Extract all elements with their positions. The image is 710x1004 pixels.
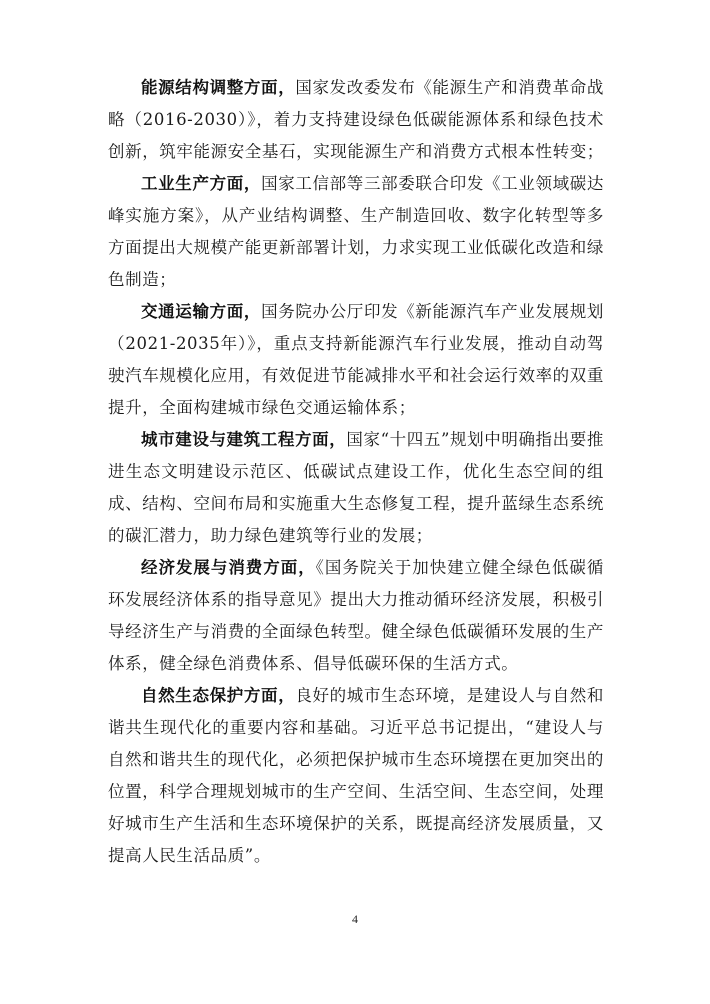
paragraph-text: 国家工信部等三部委联合印发《工业领域碳达峰实施方案》，从产业结构调整、生产制造回收、数字化转型等多方面提出大规模产能更新部署计划，力求实现工业低碳化改造和绿色制造； bbox=[108, 174, 605, 289]
paragraph-heading: 经济发展与消费方面， bbox=[141, 558, 316, 577]
paragraph-text: 《国务院关于加快建立健全绿色低碳循环发展经济体系的指导意见》提出大力推动循环经济发展，积极引导经济生产与消费的全面绿色转型。健全绿色低碳循环发展的生产体系，健全绿色消费体系、倡导低碳环保的生活方式。 bbox=[108, 558, 604, 673]
paragraph-transportation bbox=[108, 296, 604, 424]
paragraph-heading: 工业生产方面， bbox=[141, 174, 262, 193]
paragraph-text: 国家发改委发布《能源生产和消费革命战略（2016-2030）》，着力支持建设绿色低碳能源体系和绿色技术创新，筑牢能源安全基石，实现能源生产和消费方式根本性转变； bbox=[108, 78, 604, 161]
page-number: 4 bbox=[352, 912, 358, 926]
paragraph-urban-construction bbox=[108, 424, 604, 552]
paragraph-text: 良好的城市生态环境，是建设人与自然和谐共生现代化的重要内容和基础。习近平总书记提出，“建设人与自然和谐共生的现代化，必须把保护城市生态环境摆在更加突出的位置，科学合理规划城市的生产空间、生活空间、生态空间，处理好城市生产生活和生态环境保护的关系，既提高经济发展质量，又提高人民生活品质”。 bbox=[108, 686, 604, 865]
paragraph-text: 国务院办公厅印发《新能源汽车产业发展规划（2021-2035年）》，重点支持新能源汽车行业发展，推动自动驾驶汽车规模化应用，有效促进节能减排水平和社会运行效率的双重提升，全面构建城市绿色交通运输体系； bbox=[108, 302, 605, 417]
paragraph-economy-consumption bbox=[108, 552, 604, 680]
paragraph-industrial-production bbox=[108, 168, 604, 296]
paragraph-text: 国家“十四五”规划中明确指出要推进生态文明建设示范区、低碳试点建设工作，优化生态空间的组成、结构、空间布局和实施重大生态修复工程，提升蓝绿生态系统的碳汇潜力，助力绿色建筑等行业的发展； bbox=[108, 430, 604, 545]
paragraph-heading: 自然生态保护方面， bbox=[141, 686, 296, 705]
paragraph-heading: 城市建设与建筑工程方面， bbox=[141, 430, 347, 449]
paragraph-heading: 交通运输方面， bbox=[141, 302, 262, 321]
paragraph-energy-structure bbox=[108, 72, 604, 168]
page-body bbox=[108, 72, 604, 872]
paragraph-ecological-protection bbox=[108, 680, 604, 872]
paragraph-heading: 能源结构调整方面， bbox=[141, 78, 296, 97]
